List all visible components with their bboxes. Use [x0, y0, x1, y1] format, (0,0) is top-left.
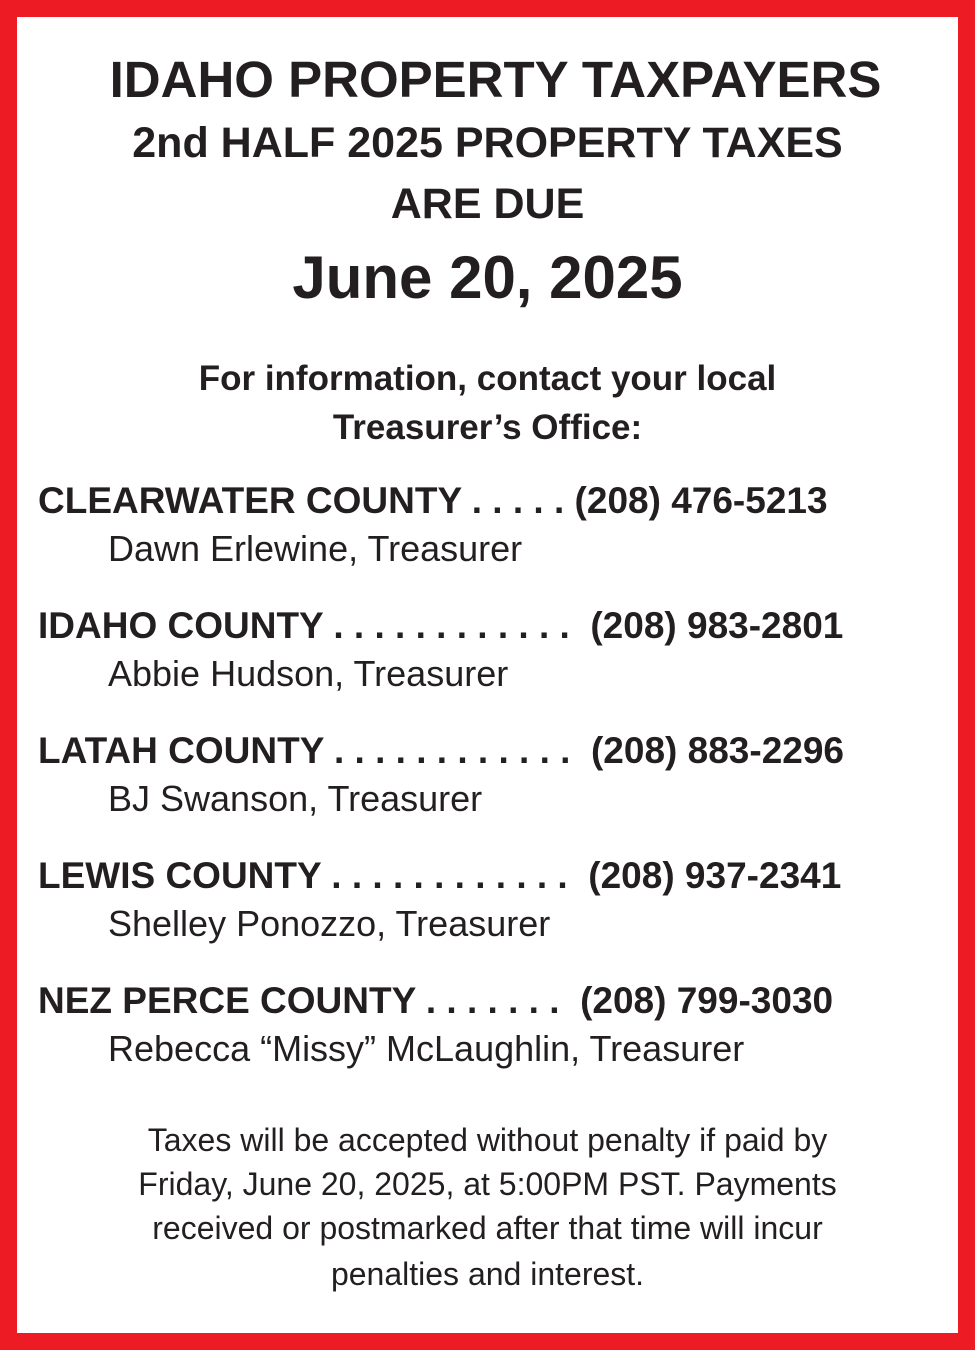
county-name: NEZ PERCE COUNTY	[38, 980, 416, 1021]
dot-leader: . . . . . . . . . . . .	[323, 605, 591, 646]
county-name: CLEARWATER COUNTY	[38, 480, 462, 521]
footnote-line-2: Friday, June 20, 2025, at 5:00PM PST. Payments	[138, 1166, 837, 1202]
footnote-line-3: received or postmarked after that time will incur	[152, 1210, 823, 1246]
treasurer-name: Dawn Erlewine, Treasurer	[108, 528, 523, 569]
treasurer-name: Rebecca “Missy” McLaughlin, Treasurer	[108, 1028, 745, 1069]
headline: IDAHO PROPERTY TAXPAYERS	[109, 51, 882, 108]
county-entry-lewis	[38, 855, 842, 944]
county-phone: (208) 983-2801	[590, 605, 844, 646]
subheadline-line-2: ARE DUE	[390, 180, 585, 228]
dot-leader: . . . . .	[461, 480, 575, 521]
footnote-line-1: Taxes will be accepted without penalty if paid by	[147, 1122, 828, 1158]
treasurer-name: BJ Swanson, Treasurer	[108, 778, 483, 819]
county-entry-idaho	[38, 605, 844, 694]
county-entry-clearwater	[38, 480, 828, 569]
county-line	[38, 607, 843, 644]
county-line	[38, 482, 828, 519]
dot-leader: . . . . . . . . . . . .	[321, 855, 589, 896]
county-line	[38, 857, 841, 894]
subheadline-line-1: 2nd HALF 2025 PROPERTY TAXES	[132, 119, 843, 167]
info-line-1: For information, contact your local	[198, 359, 777, 398]
county-entry-nez-perce	[38, 980, 834, 1069]
county-entry-latah	[38, 730, 845, 819]
county-phone: (208) 799-3030	[580, 980, 834, 1021]
treasurer-name: Abbie Hudson, Treasurer	[108, 653, 509, 694]
treasurer-name: Shelley Ponozzo, Treasurer	[108, 903, 551, 944]
county-name: LATAH COUNTY	[38, 730, 324, 771]
footnote-line-4: penalties and interest.	[330, 1256, 645, 1292]
dot-leader: . . . . . . .	[415, 980, 581, 1021]
county-phone: (208) 883-2296	[590, 730, 845, 771]
county-phone: (208) 476-5213	[574, 480, 828, 521]
dot-leader: . . . . . . . . . . . .	[323, 730, 591, 771]
county-line	[38, 732, 844, 769]
county-line	[38, 982, 833, 1019]
county-name: LEWIS COUNTY	[38, 855, 321, 896]
county-phone: (208) 937-2341	[588, 855, 842, 896]
info-line-2: Treasurer’s Office:	[332, 408, 643, 447]
county-name: IDAHO COUNTY	[38, 605, 324, 646]
due-date: June 20, 2025	[292, 244, 683, 311]
